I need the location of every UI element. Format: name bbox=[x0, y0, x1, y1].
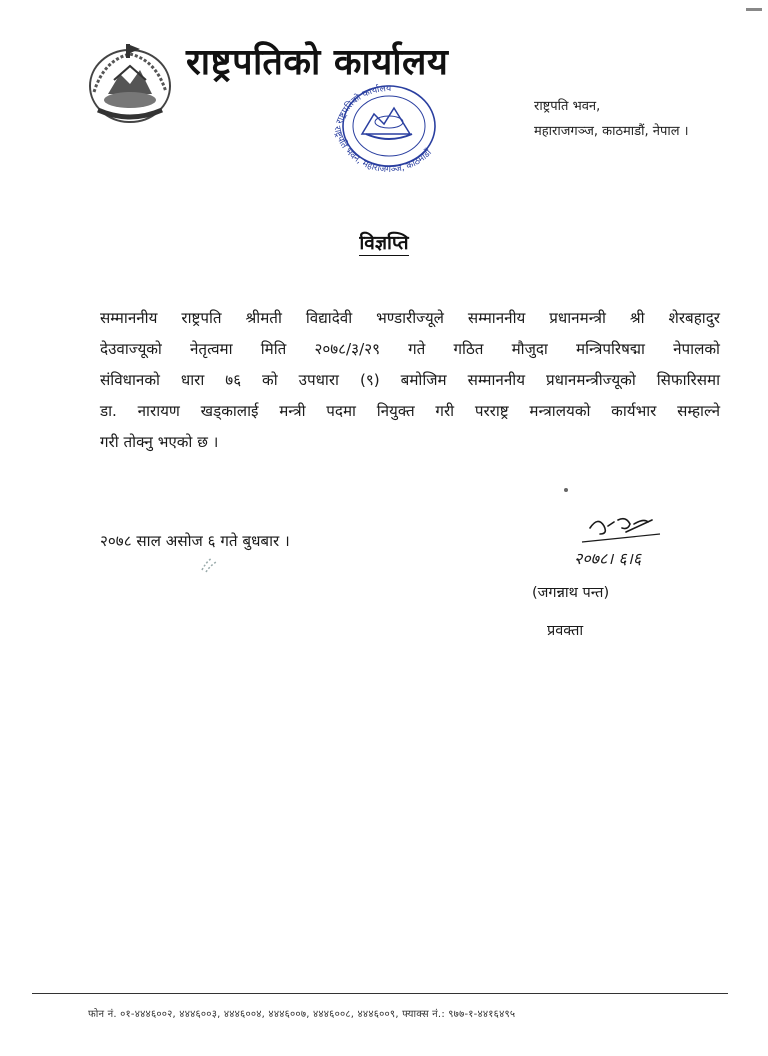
notice-date: २०७८ साल असोज ६ गते बुधबार । bbox=[100, 532, 290, 550]
body-line: गरी तोक्नु भएको छ । bbox=[100, 433, 219, 451]
office-address bbox=[534, 94, 689, 144]
notice-body bbox=[100, 303, 720, 458]
body-line: देउवाज्यूको नेतृत्वमा मिति २०७८/३/२९ गते गठित मौजुदा मन्त्रिपरिषद्मा नेपालको bbox=[100, 340, 720, 358]
signatory-name: (जगन्नाथ पन्त) bbox=[532, 585, 610, 601]
signatory-title: प्रवक्ता bbox=[547, 623, 584, 639]
body-line: संविधानको धारा ७६ को उपधारा (९) बमोजिम सम्माननीय प्रधानमन्त्रीज्यूको सिफारिसमा bbox=[100, 371, 720, 389]
notice-heading bbox=[0, 229, 768, 255]
office-seal-stamp bbox=[326, 74, 452, 184]
notice-heading-text: विज्ञप्ति bbox=[359, 232, 409, 254]
handwritten-signature bbox=[568, 512, 678, 572]
scan-speck bbox=[562, 486, 570, 494]
svg-text:राष्ट्रपतिको कार्यालय bbox=[335, 83, 392, 126]
signature-date: २०७८। ६।६ bbox=[574, 549, 642, 568]
footer-divider bbox=[32, 993, 728, 994]
footer-contact: फोन नं. ०१-४४४६००२, ४४४६००३, ४४४६००४, ४४४६००७, ४४४६००८, ४४४६००९, फ्याक्स नं.: ९७७-१-४४१६४९५ bbox=[88, 1009, 516, 1020]
address-line-1: राष्ट्रपति भवन, bbox=[534, 99, 601, 114]
body-line: सम्माननीय राष्ट्रपति श्रीमती विद्यादेवी भण्डारीज्यूले सम्माननीय प्रधानमन्त्री श्री शेरबहादुर bbox=[100, 309, 720, 327]
office-title: राष्ट्रपतिको कार्यालय bbox=[186, 42, 449, 83]
scan-speck bbox=[744, 6, 764, 14]
address-line-2: महाराजगञ्ज, काठमाडौं, नेपाल । bbox=[534, 124, 689, 139]
stamp-text-bottom: राष्ट्रपति भवन, महाराजगञ्ज, काठमाडौं bbox=[331, 125, 434, 176]
stamp-text-top: राष्ट्रपतिको कार्यालय bbox=[334, 83, 392, 126]
scan-speck bbox=[198, 552, 222, 576]
svg-text:राष्ट्रपति भवन, महाराजगञ्ज, का bbox=[331, 125, 434, 175]
nepal-coat-of-arms-icon bbox=[84, 40, 176, 126]
body-line: डा. नारायण खड्कालाई मन्त्री पदमा नियुक्त गरी परराष्ट्र मन्त्रालयको कार्यभार सम्हाल्ने bbox=[100, 402, 720, 420]
